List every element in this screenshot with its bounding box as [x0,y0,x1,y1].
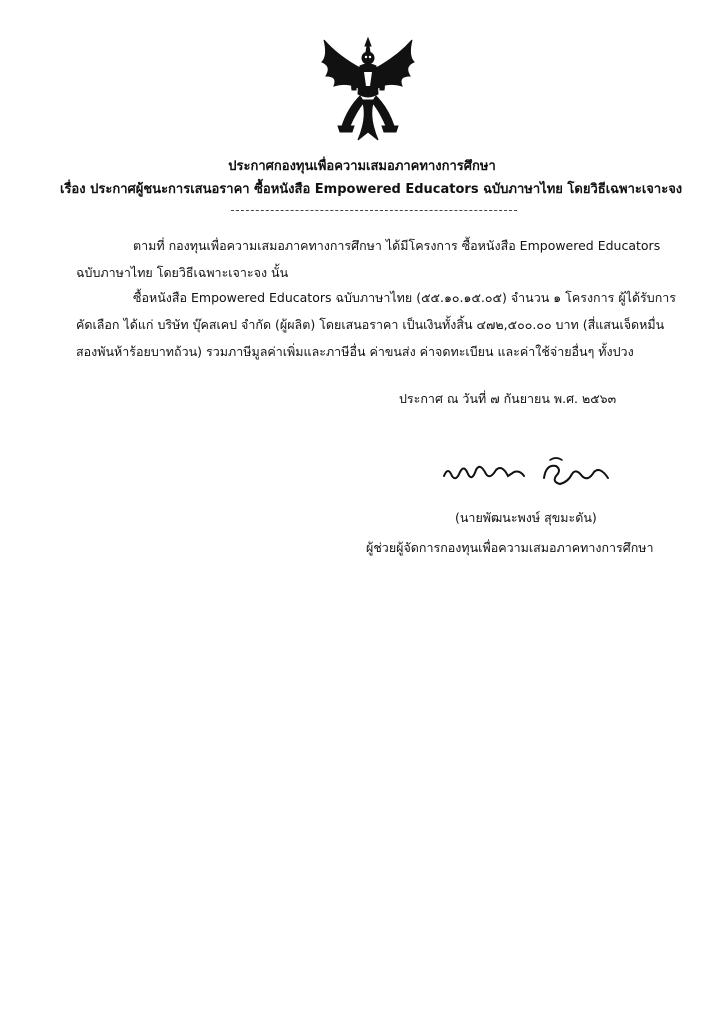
signer-position: ผู้ช่วยผู้จัดการกองทุนเพื่อความเสมอภาคทางการศึกษา [366,540,654,555]
handwritten-signature [440,452,615,492]
header-divider [231,210,517,211]
paragraph-1-line-1: ตามที่ กองทุนเพื่อความเสมอภาคทางการศึกษา ได้มีโครงการ ซื้อหนังสือ Empowered Educators [133,238,661,253]
body-paragraph-1 [76,232,661,286]
garuda-emblem-icon [318,36,418,148]
announcement-subject: เรื่อง ประกาศผู้ชนะการเสนอราคา ซื้อหนังสือ Empowered Educators ฉบับภาษาไทย โดยวิธีเฉพาะเจาะจง [60,182,683,197]
body-paragraph-2 [76,284,677,365]
paragraph-2-line-3: สองพันห้าร้อยบาทถ้วน) รวมภาษีมูลค่าเพิ่มและภาษีอื่น ค่าขนส่ง ค่าจดทะเบียน และค่าใช้จ่ายอื่นๆ ทั้งปวง [76,344,634,359]
paragraph-1-line-2: ฉบับภาษาไทย โดยวิธีเฉพาะเจาะจง นั้น [76,265,289,280]
paragraph-2-line-2: คัดเลือก ได้แก่ บริษัท บุ๊คสเคป จำกัด (ผู้ผลิต) โดยเสนอราคา เป็นเงินทั้งสิ้น ๔๗๒,๕๐๐.๐๐ บาท (สี่แสนเจ็ดหมื่น [76,317,665,332]
announcement-title: ประกาศกองทุนเพื่อความเสมอภาคทางการศึกษา [228,159,496,174]
announcement-date: ประกาศ ณ วันที่ ๗ กันยายน พ.ศ. ๒๕๖๓ [399,391,617,406]
signer-name: (นายพัฒนะพงษ์ สุขมะดัน) [455,510,597,525]
paragraph-2-line-1: ซื้อหนังสือ Empowered Educators ฉบับภาษาไทย (๕๕.๑๐.๑๕.๐๕) จำนวน ๑ โครงการ ผู้ได้รับการ [133,290,677,305]
